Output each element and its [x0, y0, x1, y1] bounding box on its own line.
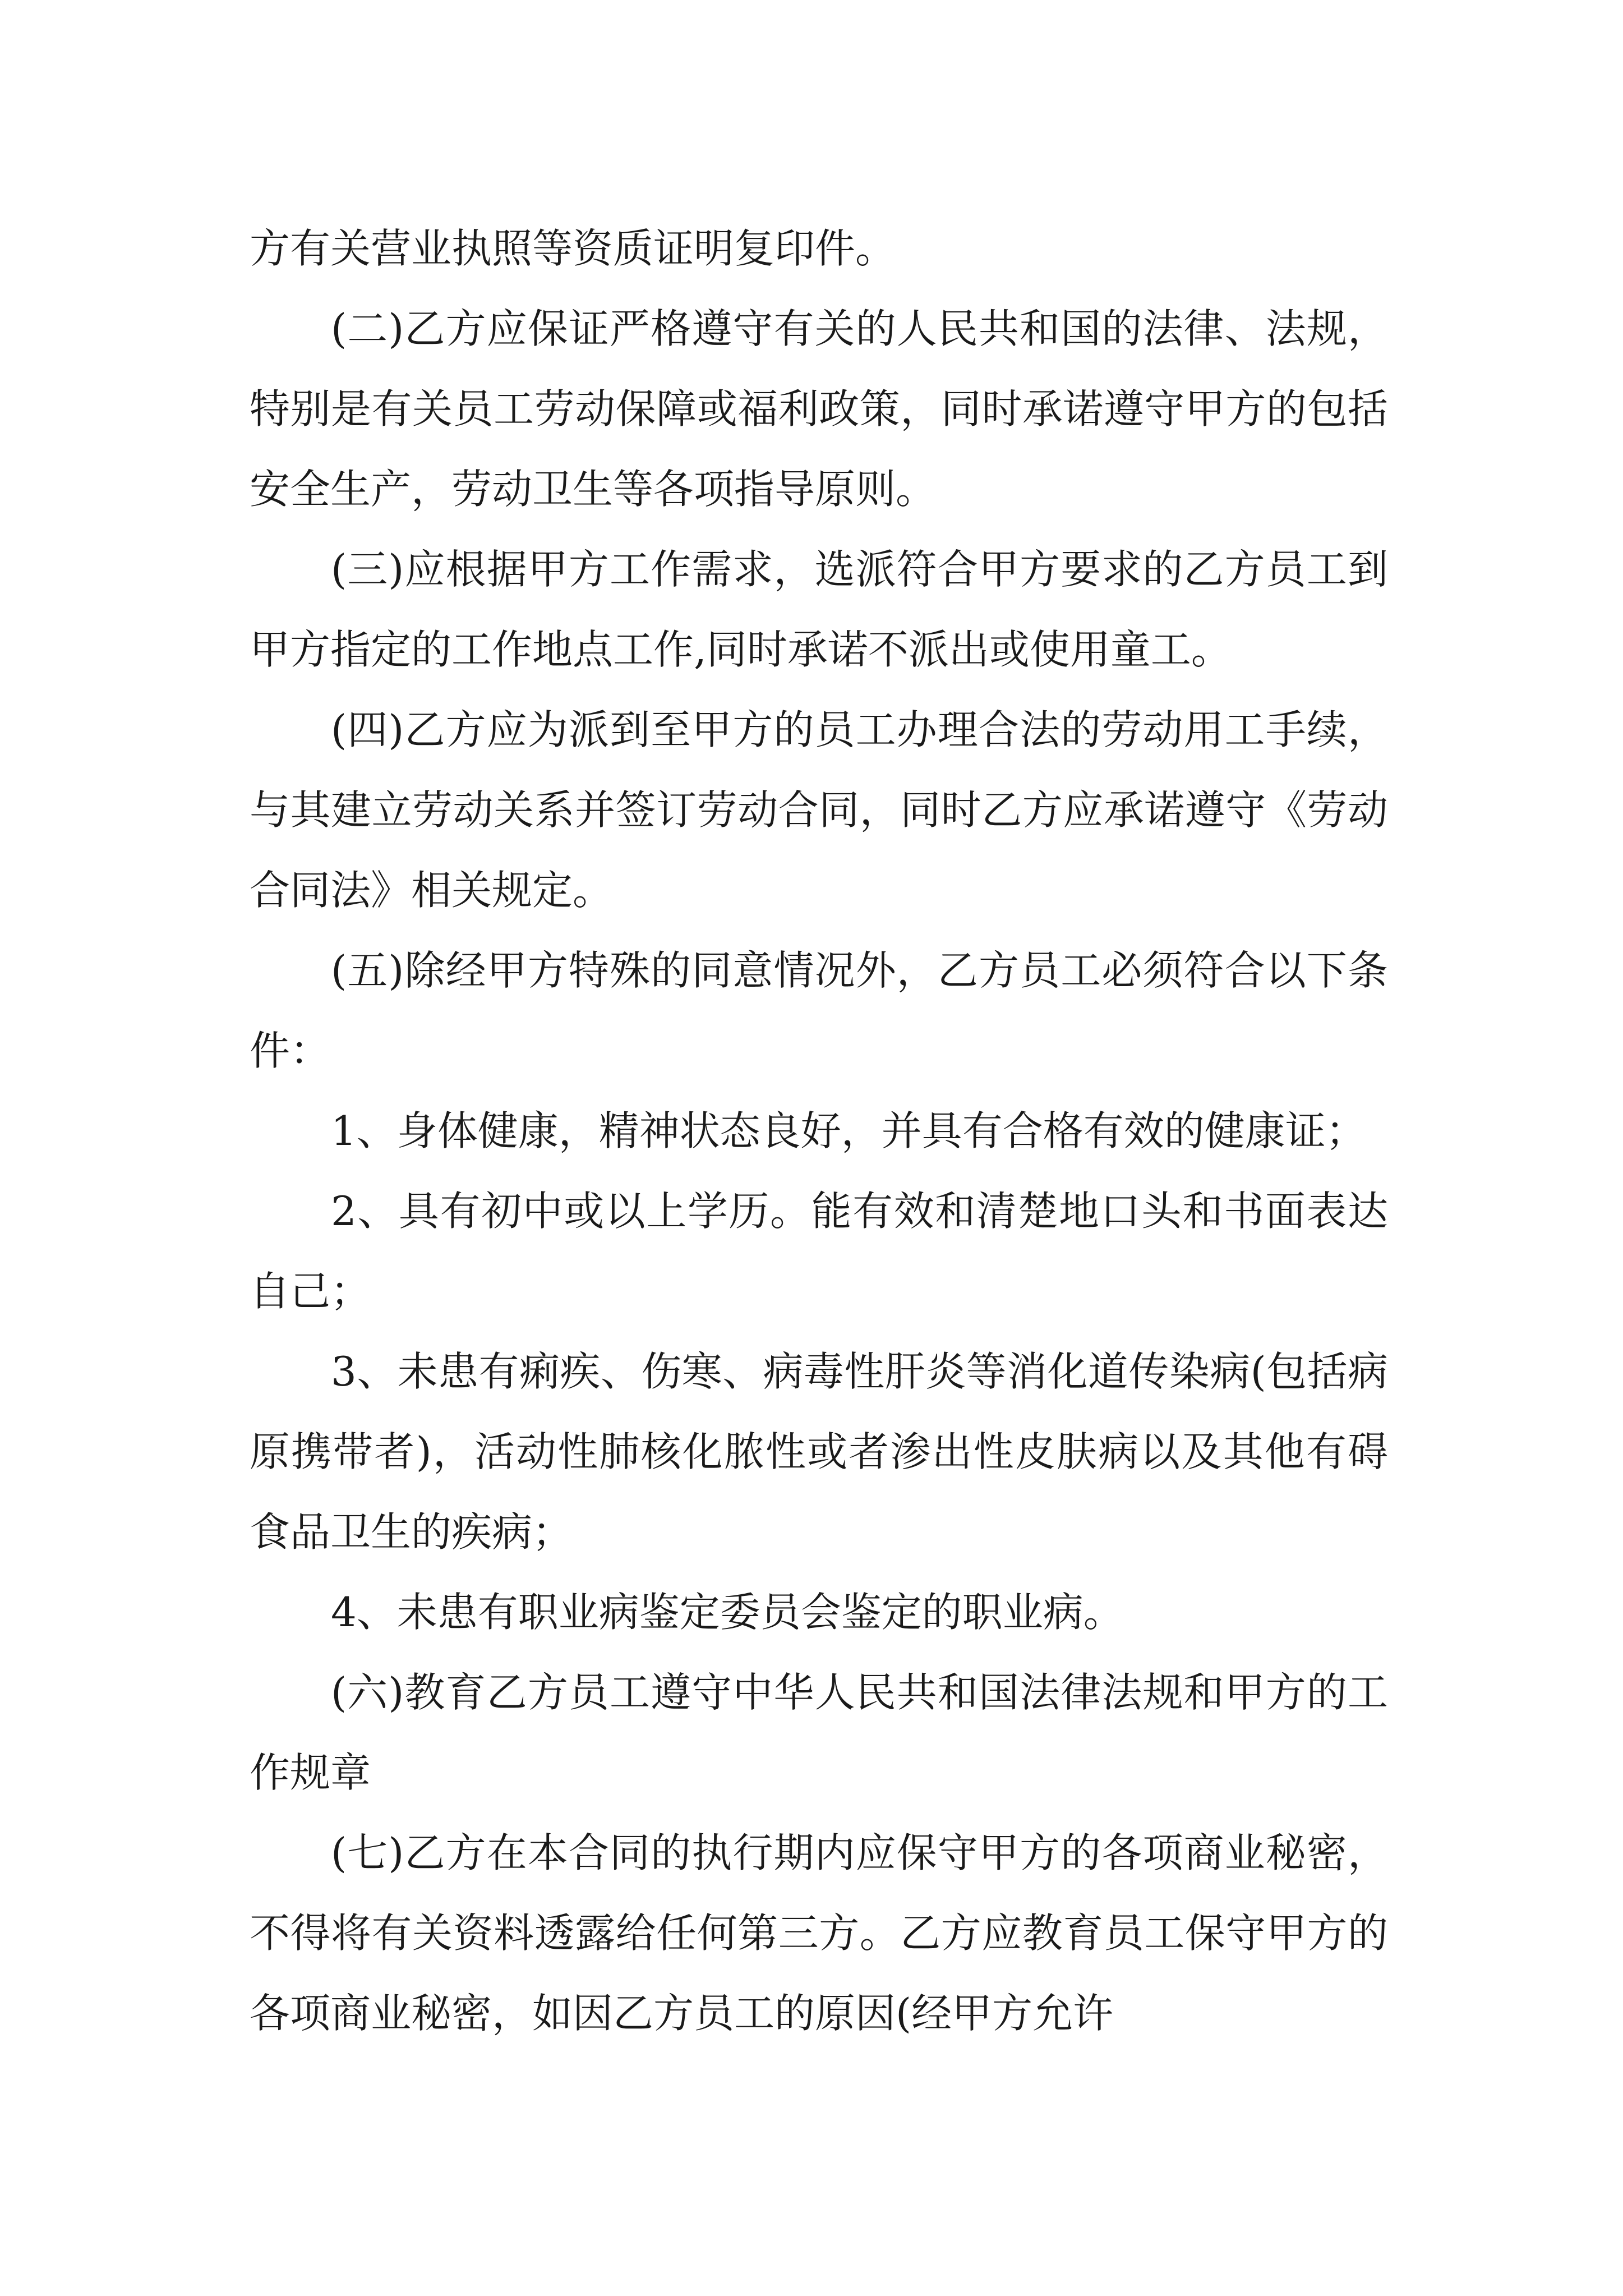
paragraph-clause-5: (五)除经甲方特殊的同意情况外，乙方员工必须符合以下条件： — [250, 947, 1388, 1074]
paragraph-clause-2: (二)乙方应保证严格遵守有关的人民共和国的法律、法规，特别是有关员工劳动保障或福利政策，同时承诺遵守甲方的包括安全生产，劳动卫生等各项指导原则。 — [250, 305, 1388, 513]
list-item-condition-4: 4、未患有职业病鉴定委员会鉴定的职业病。 — [331, 1589, 1124, 1636]
paragraph-clause-7: (七)乙方在本合同的执行期内应保守甲方的各项商业秘密，不得将有关资料透露给任何第三方。乙方应教育员工保守甲方的各项商业秘密，如因乙方员工的原因(经甲方允许 — [250, 1829, 1388, 2037]
list-item-condition-2: 2、具有初中或以上学历。能有效和清楚地口头和书面表达自己； — [250, 1188, 1388, 1315]
paragraph-clause-4: (四)乙方应为派到至甲方的员工办理合法的劳动用工手续，与其建立劳动关系并签订劳动合同，同时乙方应承诺遵守《劳动合同法》相关规定。 — [250, 706, 1388, 914]
list-item-condition-1: 1、身体健康，精神状态良好，并具有合格有效的健康证； — [331, 1107, 1366, 1154]
document-body — [250, 209, 1388, 2054]
paragraph-clause-3: (三)应根据甲方工作需求，选派符合甲方要求的乙方员工到甲方指定的工作地点工作,同时承诺不派出或使用童工。 — [250, 546, 1388, 673]
paragraph-clause-6: (六)教育乙方员工遵守中华人民共和国法律法规和甲方的工作规章 — [250, 1669, 1388, 1796]
list-item-condition-3: 3、未患有痢疾、伤寒、病毒性肝炎等消化道传染病(包括病原携带者)，活动性肺核化脓性或者渗出性皮肤病以及其他有碍食品卫生的疾病； — [250, 1348, 1388, 1556]
paragraph-continuation: 方有关营业执照等资质证明复印件。 — [250, 225, 896, 272]
